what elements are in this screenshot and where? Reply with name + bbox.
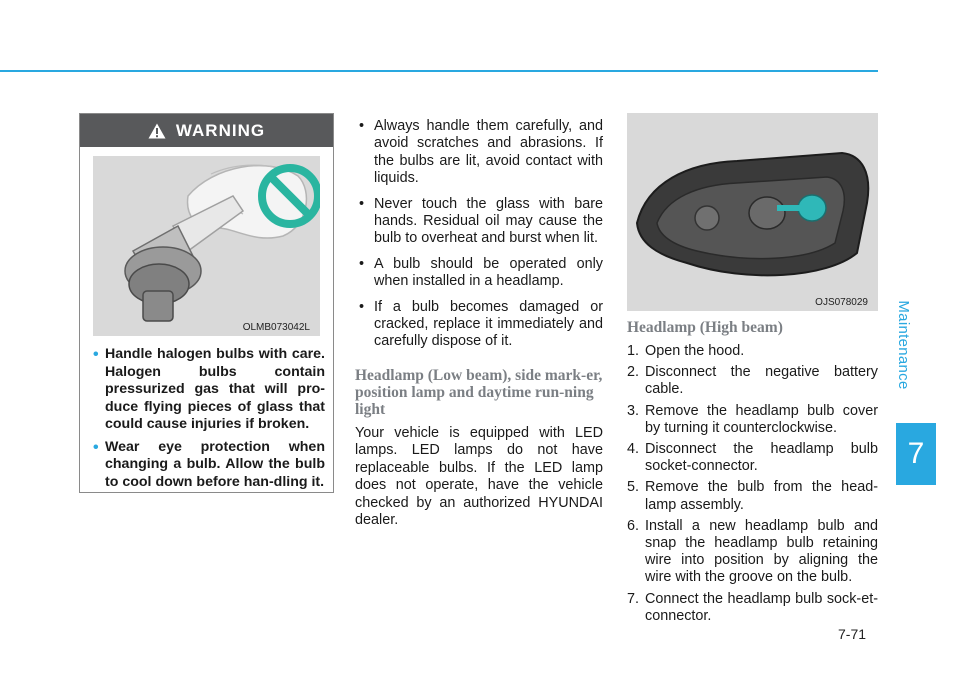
right-column — [627, 113, 878, 629]
bare-hand-bulb-illustration — [93, 156, 320, 336]
warning-triangle-icon — [148, 123, 166, 139]
high-beam-steps — [627, 343, 878, 625]
step-text: Open the hood. — [645, 343, 745, 359]
chapter-number-tab — [896, 423, 936, 485]
headlamp-illustration — [627, 113, 878, 311]
step-item — [627, 479, 878, 513]
step-number: 3. — [627, 402, 640, 419]
step-item — [627, 441, 878, 475]
led-paragraph: Your vehicle is equipped with LED lamps. LED lamps do not have replaceable bulbs. If the LED lamp does not operate, have the vehicle checked by an authorized HYUNDAI dealer. — [355, 424, 603, 528]
step-item — [627, 403, 878, 437]
step-number: 2. — [627, 364, 640, 381]
step-number: 1. — [627, 343, 640, 359]
halogen-bulb-illustration — [93, 156, 320, 336]
warning-header — [80, 114, 333, 147]
image-code: OJS078029 — [815, 297, 868, 308]
warning-list — [93, 346, 325, 496]
list-item: • If a bulb becomes damaged or cracked, replace it immediately and carefully dispose of it. — [355, 299, 603, 351]
page-number: 7-71 — [838, 626, 867, 642]
image-code: OLMB073042L — [242, 322, 310, 333]
step-number: 7. — [627, 590, 640, 607]
step-item — [627, 364, 878, 398]
list-item: • A bulb should be operated only when installed in a headlamp. — [355, 256, 603, 291]
step-item — [627, 591, 878, 625]
list-item: • Never touch the glass with bare hands. Residual oil may cause the bulb to overheat and burst when lit. — [355, 196, 603, 248]
warning-box — [79, 113, 334, 493]
step-text: Connect the headlamp bulb sock-et-connector. — [645, 590, 878, 624]
step-text: Disconnect the headlamp bulb socket-connector. — [645, 441, 878, 475]
step-text: Install a new headlamp bulb and snap the headlamp bulb retaining wire into position by aligning the wire with the groove on the bulb. — [645, 517, 878, 586]
step-number: 6. — [627, 517, 640, 534]
step-item — [627, 518, 878, 587]
warning-item: • Handle halogen bulbs with care. Halogen bulbs contain pressurized gas that will pro-duce flying pieces of glass that could cause injuries if broken. — [93, 346, 325, 434]
bulb-handling-list — [355, 118, 603, 351]
step-item — [627, 343, 878, 360]
headlamp-assembly-illustration — [627, 113, 878, 311]
warning-title: WARNING — [175, 120, 266, 140]
chapter-number: 7 — [907, 437, 925, 470]
step-number: 4. — [627, 441, 640, 458]
warning-item: • Wear eye protection when changing a bulb. Allow the bulb to cool down before han-dling it. — [93, 439, 325, 492]
section-title-low-beam: Headlamp (Low beam), side mark-er, position lamp and daytime run-ning light — [355, 366, 603, 418]
step-number: 5. — [627, 479, 640, 496]
header-rule — [0, 70, 878, 72]
middle-column — [355, 118, 603, 529]
chapter-label: Maintenance — [895, 300, 912, 390]
step-text: Remove the headlamp bulb cover by turning it counterclockwise. — [645, 402, 878, 436]
step-text: Remove the bulb from the head-lamp assembly. — [645, 479, 878, 513]
step-text: Disconnect the negative battery cable. — [645, 364, 878, 398]
list-item: • Always handle them carefully, and avoid scratches and abrasions. If the bulbs are lit, avoid contact with liquids. — [355, 118, 603, 188]
section-title-high-beam: Headlamp (High beam) — [627, 319, 783, 336]
